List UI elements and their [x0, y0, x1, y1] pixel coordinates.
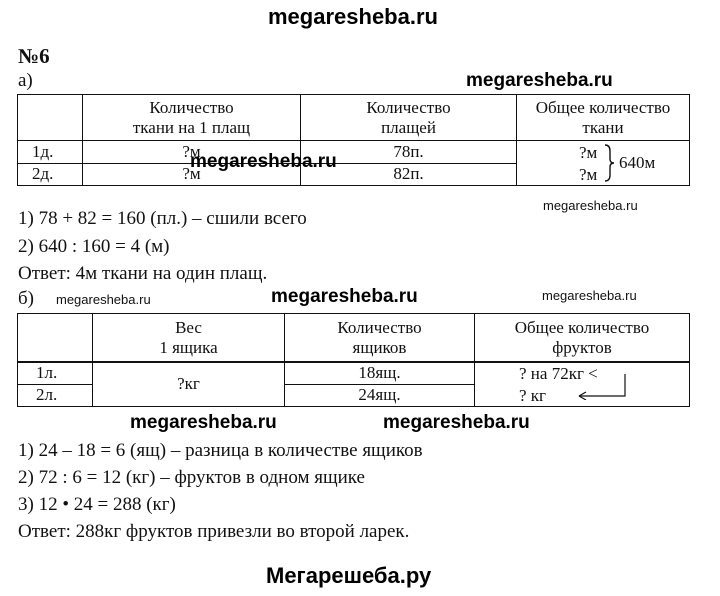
solution-a-line-1: 1) 78 + 82 = 160 (пл.) – сшили всего	[18, 208, 307, 229]
table-b	[17, 313, 690, 407]
table-b-stall-2: 2л.	[18, 384, 93, 407]
table-a-header-per-coat: Количество ткани на 1 плащ	[83, 95, 301, 141]
solution-a-answer: Ответ: 4м ткани на один плащ.	[18, 263, 268, 284]
table-a-per-2: ?м	[83, 163, 301, 186]
table-a-total-cell	[517, 141, 690, 186]
table-a-day-1: 1д.	[18, 141, 83, 164]
table-b-total-cell	[475, 362, 690, 407]
solution-a-line-2: 2) 640 : 160 = 4 (м)	[18, 236, 170, 257]
table-b-header-empty	[18, 314, 93, 362]
table-a-per-1: ?м	[83, 141, 301, 164]
brace-icon	[603, 143, 615, 183]
solution-b-line-3: 3) 12 • 24 = 288 (кг)	[18, 494, 176, 515]
solution-b-answer: Ответ: 288кг фруктов привезли во второй ларек.	[18, 521, 410, 542]
watermark-b-small-right: megaresheba.ru	[542, 288, 637, 303]
problem-number: №6	[18, 44, 50, 68]
watermark-a-table: megaresheba.ru	[190, 151, 337, 172]
watermark-a-right: megaresheba.ru	[466, 70, 613, 91]
part-a-label: а)	[18, 70, 33, 91]
table-a-header-coat-count: Количество плащей	[301, 95, 517, 141]
solution-b-line-1: 1) 24 – 18 = 6 (ящ) – разница в количестве ящиков	[18, 440, 423, 461]
table-a	[17, 94, 690, 186]
arrow-icon	[575, 372, 631, 400]
table-a-header-empty	[18, 95, 83, 141]
table-a-total-1: ?м	[579, 143, 598, 162]
table-b-total-2: ? кг	[519, 386, 547, 405]
table-b-header-total-fruit: Общее количество фруктов	[475, 314, 690, 362]
watermark-b-center: megaresheba.ru	[271, 286, 418, 307]
table-row	[18, 141, 690, 164]
solution-b-line-2: 2) 72 : 6 = 12 (кг) – фруктов в одном ящике	[18, 467, 365, 488]
watermark-top: megaresheba.ru	[268, 4, 438, 29]
table-b-stall-1: 1л.	[18, 362, 93, 385]
watermark-b-bottom-right: megaresheba.ru	[383, 412, 530, 433]
table-b-weight: ?кг	[93, 362, 285, 407]
table-b-count-1: 18ящ.	[285, 362, 475, 385]
table-b-header-box-count: Количество ящиков	[285, 314, 475, 362]
table-a-sum: 640м	[619, 153, 656, 172]
table-a-count-2: 82п.	[301, 163, 517, 186]
table-b-count-2: 24ящ.	[285, 384, 475, 407]
table-a-header-total-fabric: Общее количество ткани	[517, 95, 690, 141]
table-b-total-1: ? на 72кг <	[519, 364, 598, 383]
table-a-day-2: 2д.	[18, 163, 83, 186]
watermark-b-small-left: megaresheba.ru	[56, 292, 151, 307]
part-b-label: б)	[18, 288, 34, 309]
table-a-total-2: ?м	[579, 165, 598, 184]
footer-watermark: Мегарешеба.ру	[266, 563, 432, 588]
watermark-b-bottom-left: megaresheba.ru	[130, 412, 277, 433]
table-a-count-1: 78п.	[301, 141, 517, 164]
table-b-divider	[17, 362, 689, 363]
table-b-header-weight: Вес 1 ящика	[93, 314, 285, 362]
watermark-a-small: megaresheba.ru	[543, 198, 638, 213]
table-row	[18, 362, 690, 385]
